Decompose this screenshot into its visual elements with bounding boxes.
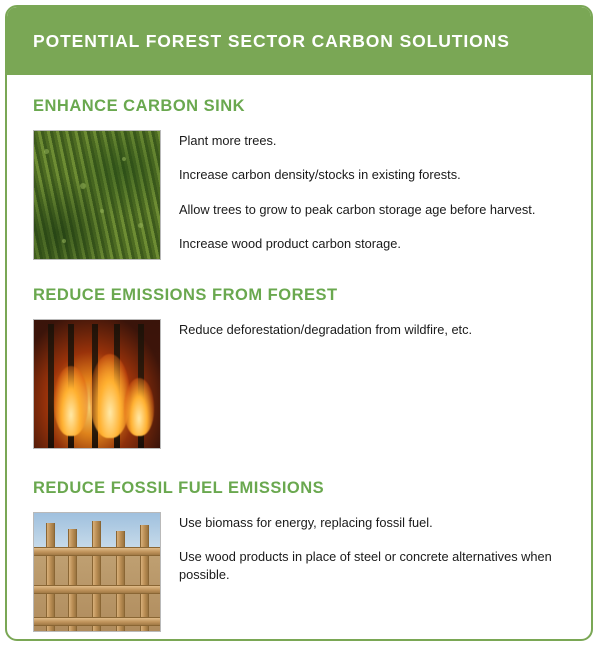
section-spacer [7,449,591,479]
section-title: REDUCE FOSSIL FUEL EMISSIONS [33,479,325,497]
section-reduce-emissions-from-forest [7,286,591,449]
bullet-list [179,130,535,252]
section-title: ENHANCE CARBON SINK [33,97,246,115]
bullet-item: Reduce deforestation/degradation from wildfire, etc. [179,322,473,337]
bullet-item: Increase wood product carbon storage. [179,235,401,251]
card-body [7,75,591,632]
section-title: REDUCE EMISSIONS FROM FOREST [33,286,338,304]
bullet-item: Allow trees to grow to peak carbon storage age before harvest. [179,201,536,217]
card-header [7,7,591,75]
bullet-item: Plant more trees. [179,133,277,148]
section-reduce-fossil-fuel-emissions [7,479,591,632]
section-row [33,512,591,632]
carbon-solutions-card [5,5,593,641]
page-title: POTENTIAL FOREST SECTOR CARBON SOLUTIONS [33,30,510,51]
section-spacer [7,260,591,286]
forest-wildfire-photo [33,319,161,449]
section-row [33,130,591,260]
section-enhance-carbon-sink [7,97,591,260]
wood-frame-construction-photo [33,512,161,632]
dense-conifer-forest-photo [33,130,161,260]
bullet-item: Increase carbon density/stocks in existing forests. [179,167,461,183]
section-row [33,319,591,449]
bullet-item: Use biomass for energy, replacing fossil fuel. [179,515,433,530]
bullet-list [179,319,472,338]
bullet-list [179,512,591,583]
bullet-item: Use wood products in place of steel or concrete alternatives when possible. [179,549,552,582]
